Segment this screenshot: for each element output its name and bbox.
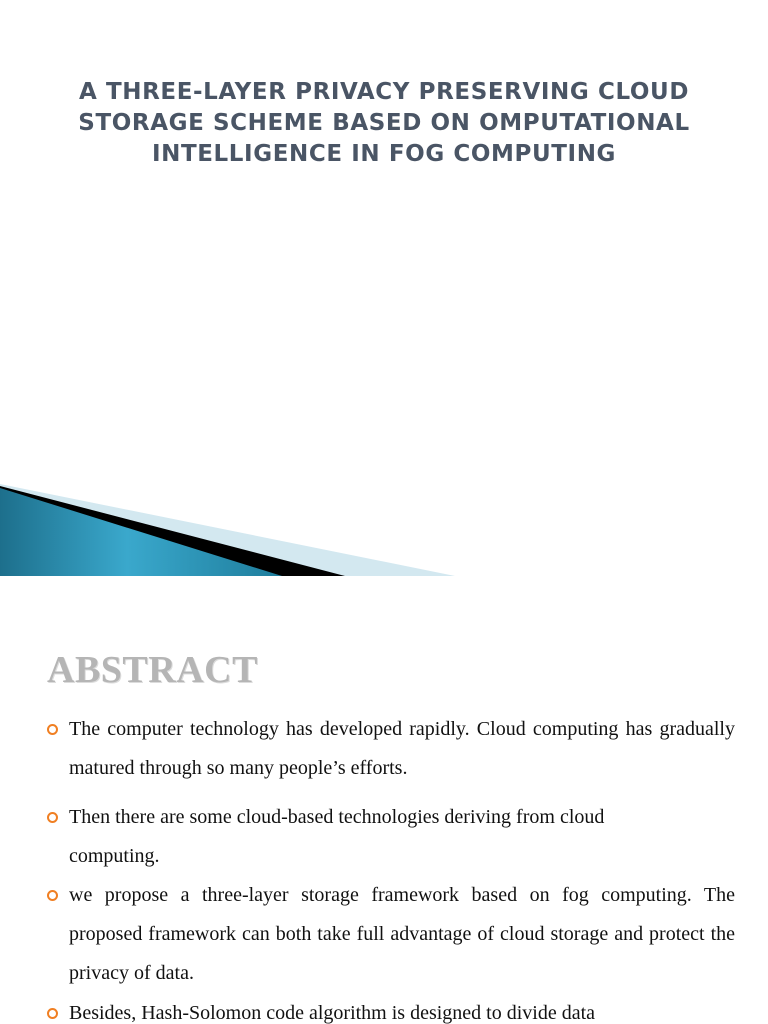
decorative-swoosh [0, 470, 768, 576]
bullet-text: Besides, Hash-Solomon code algorithm is designed to divide data [69, 1002, 596, 1024]
bullet-text: The computer technology has developed rapidly. Cloud computing has gradually matured through so many people’s efforts. [69, 718, 735, 779]
circle-bullet-icon [47, 890, 58, 901]
circle-bullet-icon [47, 812, 58, 823]
bullet-text: Then there are some cloud-based technologies deriving from cloud computing. [69, 806, 605, 867]
circle-bullet-icon [47, 724, 58, 735]
bullet-text: we propose a three-layer storage framework based on fog computing. The proposed framework can both take full advantage of cloud storage and protect the privacy of data. [69, 884, 735, 984]
circle-bullet-icon [47, 1008, 58, 1019]
abstract-heading: ABSTRACT [47, 649, 258, 691]
abstract-slide [0, 576, 768, 1024]
slide-title: A THREE-LAYER PRIVACY PRESERVING CLOUD STORAGE SCHEME BASED ON OMPUTATIONAL INTELLIGENCE IN FOG COMPUTING [78, 79, 690, 167]
